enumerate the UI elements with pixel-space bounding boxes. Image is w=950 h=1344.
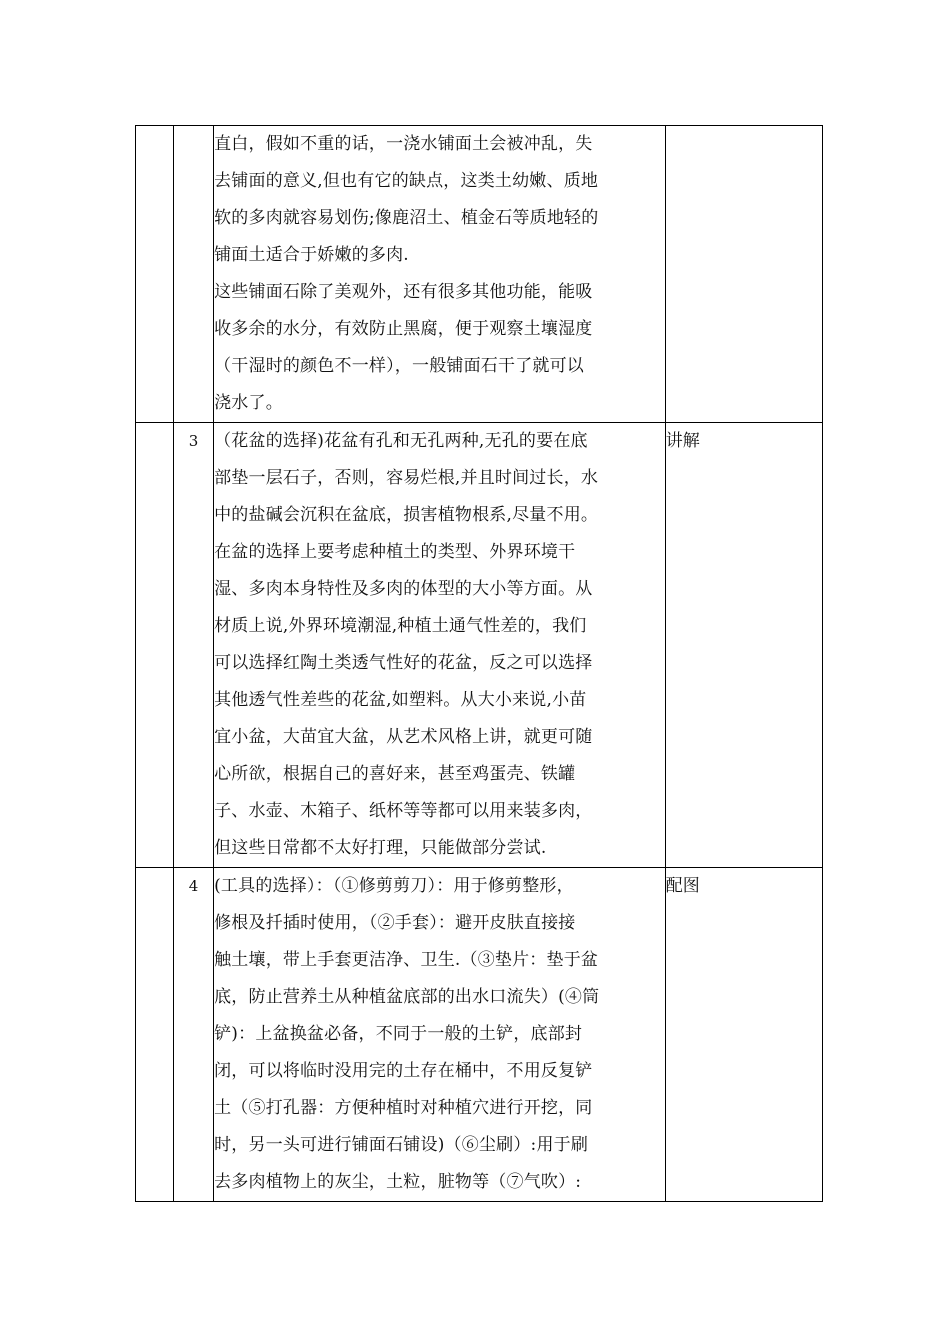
table-body [136,126,823,1202]
text-line: 其他透气性差些的花盆,如塑料。从大小来说,小苗 [214,690,587,710]
text-line: 闭，可以将临时没用完的土存在桶中，不用反复铲 [214,1061,593,1081]
text-line: 铺面土适合于娇嫩的多肉. [214,245,409,265]
text-line: 时，另一头可进行铺面石铺设)（⑥尘刷）:用于刷 [214,1135,589,1155]
row-remark [665,126,822,423]
text-line: 湿、多肉本身特性及多肉的体型的大小等方面。从 [214,579,593,599]
row-remark: 配图 [665,868,822,1202]
row-number: 3 [174,423,214,868]
text-line: 触土壤，带上手套更洁净、卫生.（③垫片：垫于盆 [214,950,599,970]
empty-cell [136,868,174,1202]
text-line: 中的盐碱会沉积在盆底，损害植物根系,尽量不用。 [214,505,599,525]
row-remark: 讲解 [665,423,822,868]
text-line: 收多余的水分，有效防止黑腐，便于观察土壤湿度 [214,319,593,339]
text-line: 浇水了。 [214,393,283,413]
row-content [214,423,666,868]
text-line: 去铺面的意义,但也有它的缺点，这类土幼嫩、质地 [214,171,599,191]
row-number [174,126,214,423]
text-line: 在盆的选择上要考虑种植土的类型、外界环境干 [214,542,576,562]
empty-cell [136,126,174,423]
text-line: 铲)：上盆换盆必备，不同于一般的土铲，底部封 [214,1024,583,1044]
row-content [214,868,666,1202]
text-line: 但这些日常都不太好打理，只能做部分尝试. [214,838,547,858]
text-line: 宜小盆，大苗宜大盆，从艺术风格上讲，就更可随 [214,727,593,747]
text-line: 这些铺面石除了美观外，还有很多其他功能，能吸 [214,282,593,302]
text-line: 底，防止营养土从种植盆底部的出水口流失）(④筒 [214,987,600,1007]
table-row [136,868,823,1202]
text-line: 心所欲，根据自己的喜好来，甚至鸡蛋壳、铁罐 [214,764,576,784]
text-line: 部垫一层石子，否则，容易烂根,并且时间过长，水 [214,468,599,488]
row-content [214,126,666,423]
text-line: 可以选择红陶土类透气性好的花盆，反之可以选择 [214,653,593,673]
text-line: 修根及扦插时使用，（②手套）：避开皮肤直接接 [214,913,576,933]
text-line: （干湿时的颜色不一样），一般铺面石干了就可以 [214,356,584,376]
table-row [136,126,823,423]
table-row [136,423,823,868]
text-line: （花盆的选择)花盆有孔和无孔两种,无孔的要在底 [214,431,588,451]
text-line: 子、水壶、木箱子、纸杯等等都可以用来装多肉， [214,801,593,821]
content-table [135,125,823,1202]
text-line: 直白，假如不重的话，一浇水铺面土会被冲乱，失 [214,134,593,154]
text-line: 土（⑤打孔器：方便种植时对种植穴进行开挖，同 [214,1098,593,1118]
text-line: 材质上说,外界环境潮湿,种植土通气性差的，我们 [214,616,587,636]
row-number: 4 [174,868,214,1202]
empty-cell [136,423,174,868]
text-line: 软的多肉就容易划伤;像鹿沼土、植金石等质地轻的 [214,208,599,228]
text-line: 去多肉植物上的灰尘，土粒，脏物等（⑦气吹）: [214,1172,582,1192]
text-line: (工具的选择）：（①修剪剪刀）：用于修剪整形， [214,876,574,896]
